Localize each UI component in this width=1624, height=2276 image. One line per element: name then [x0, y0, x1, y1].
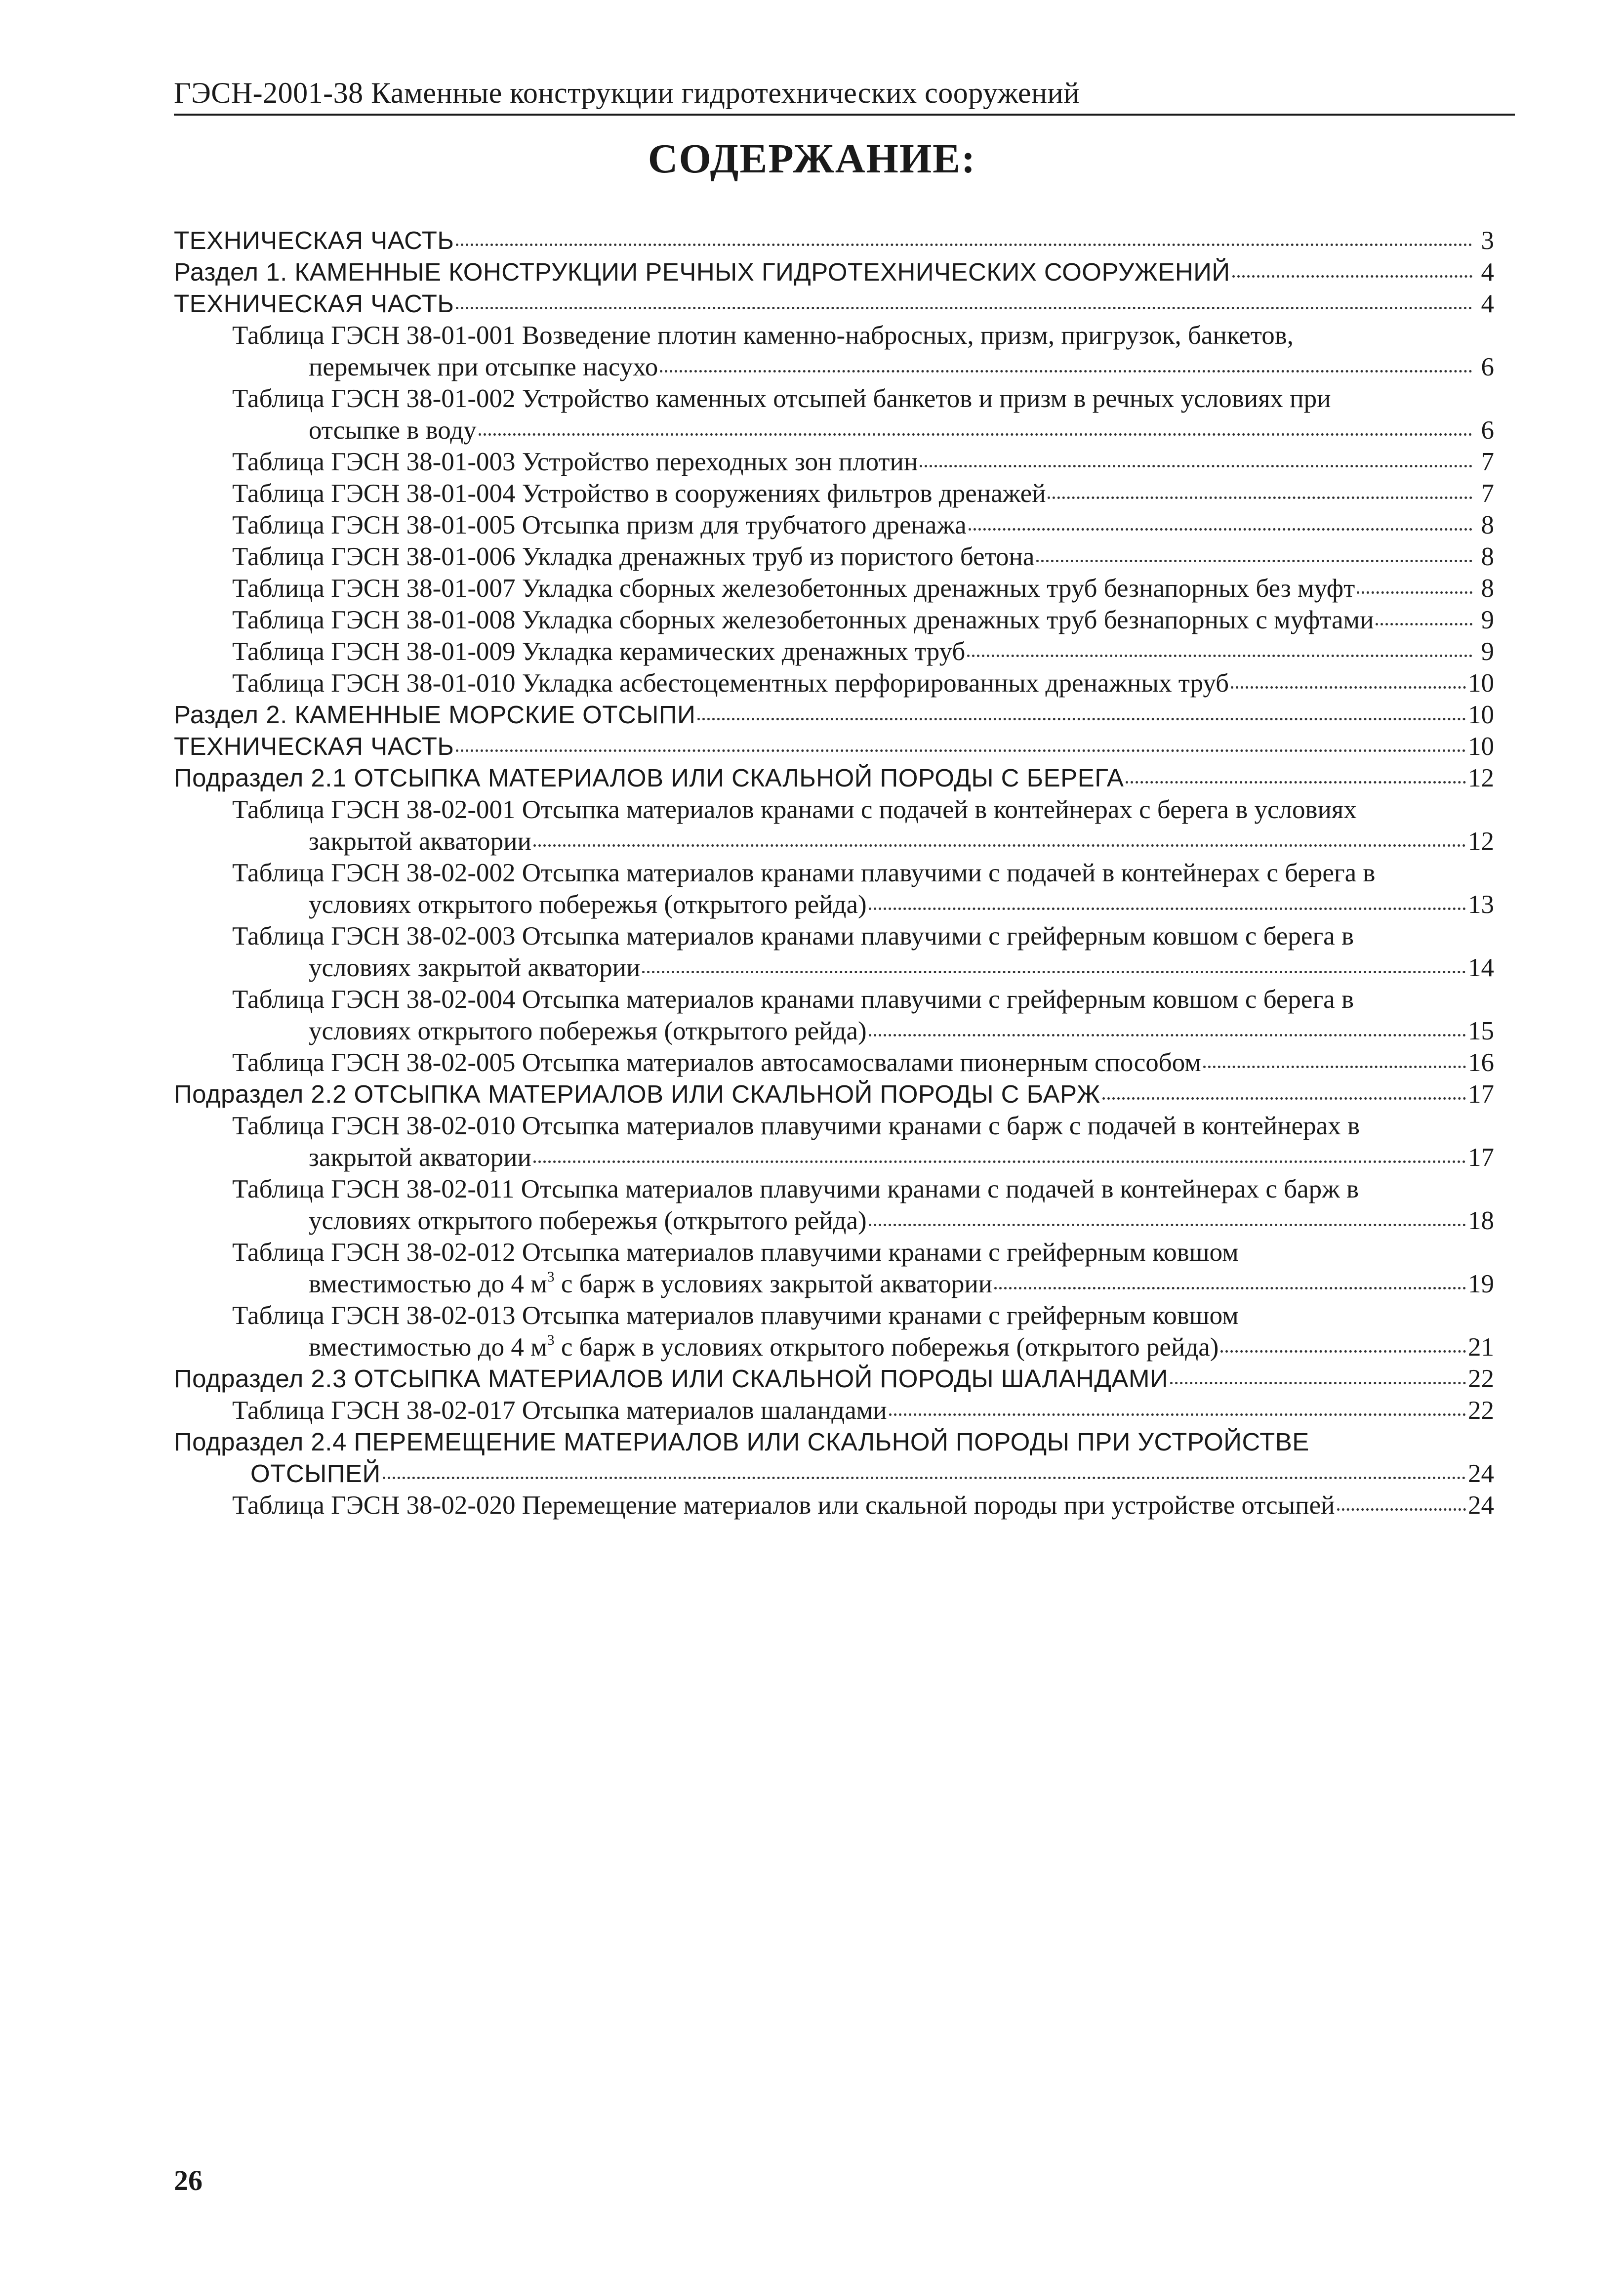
- toc-entry-title: Таблица ГЭСН 38-02-020 Перемещение материалов или скальной породы при устройстве отсыпей: [232, 1491, 1335, 1520]
- toc-page-number: 10: [1468, 701, 1494, 729]
- toc-entry-continuation: ОТСЫПЕЙ: [250, 1459, 381, 1488]
- toc-entry-title: Подраздел 2.2 ОТСЫПКА МАТЕРИАЛОВ ИЛИ СКАЛЬНОЙ ПОРОДЫ С БАРЖ: [174, 1080, 1100, 1108]
- dot-leader: [920, 464, 1472, 467]
- dot-leader: [642, 970, 1466, 973]
- toc-entry-continuation: перемычек при отсыпке насухо: [309, 353, 658, 381]
- toc-entry[interactable]: [174, 857, 1494, 920]
- toc-entry-title: Таблица ГЭСН 38-01-002 Устройство каменных отсыпей банкетов и призм в речных условиях при: [232, 384, 1331, 413]
- toc-entry[interactable]: [174, 667, 1494, 699]
- dot-leader: [456, 243, 1472, 246]
- toc-entry[interactable]: [174, 1078, 1494, 1110]
- toc-entry[interactable]: [174, 446, 1494, 478]
- dot-leader: [1170, 1381, 1466, 1384]
- toc-entry-continuation: условиях закрытой акватории: [309, 953, 641, 982]
- dot-leader: [1357, 591, 1472, 594]
- dot-leader: [1231, 686, 1466, 689]
- toc-entry[interactable]: [174, 762, 1494, 794]
- toc-entry-title: Таблица ГЭСН 38-02-002 Отсыпка материалов кранами плавучими с подачей в контейнерах с берега в: [232, 859, 1376, 887]
- toc-entry-title: Таблица ГЭСН 38-01-008 Укладка сборных железобетонных дренажных труб безнапорных с муфтами: [232, 606, 1374, 634]
- dot-leader: [869, 1223, 1466, 1226]
- toc-page-number: 14: [1468, 953, 1494, 982]
- toc-entry[interactable]: [174, 984, 1494, 1047]
- toc-entry[interactable]: [174, 509, 1494, 541]
- toc-page-number: 4: [1481, 258, 1494, 287]
- toc-entry-title: Таблица ГЭСН 38-01-010 Укладка асбестоцементных перфорированных дренажных труб: [232, 669, 1229, 698]
- dot-leader: [1220, 1350, 1466, 1353]
- toc-page-number: 24: [1468, 1491, 1494, 1520]
- dot-leader: [869, 1034, 1466, 1036]
- toc-entry-title: Таблица ГЭСН 38-02-017 Отсыпка материалов шаландами: [232, 1396, 887, 1425]
- toc-entry-continuation: условиях открытого побережья (открытого рейда): [309, 1206, 867, 1235]
- toc-entry[interactable]: [174, 794, 1494, 857]
- toc-entry-title: Таблица ГЭСН 38-02-005 Отсыпка материалов автосамосвалами пионерным способом: [232, 1048, 1201, 1077]
- dot-leader: [967, 654, 1472, 657]
- toc-entry[interactable]: [174, 541, 1494, 573]
- dot-leader: [889, 1413, 1466, 1416]
- toc-entry[interactable]: [174, 573, 1494, 604]
- toc-page-number: 22: [1468, 1365, 1494, 1393]
- toc-entry-title: Таблица ГЭСН 38-02-001 Отсыпка материалов кранами с подачей в контейнерах с берега в условиях: [232, 795, 1357, 824]
- toc-entry-title: Раздел 1. КАМЕННЫЕ КОНСТРУКЦИИ РЕЧНЫХ ГИДРОТЕХНИЧЕСКИХ СООРУЖЕНИЙ: [174, 258, 1230, 286]
- toc-entry[interactable]: [174, 1300, 1494, 1363]
- toc-entry[interactable]: [174, 699, 1494, 731]
- toc-page-number: 16: [1468, 1048, 1494, 1077]
- dot-leader: [697, 717, 1466, 720]
- toc-entry[interactable]: [174, 1395, 1494, 1426]
- toc-entry[interactable]: [174, 604, 1494, 636]
- toc-entry[interactable]: [174, 478, 1494, 509]
- dot-leader: [1232, 275, 1472, 278]
- superscript: 3: [547, 1269, 555, 1285]
- toc-entry-continuation: закрытой акватории: [309, 827, 531, 856]
- toc-entry[interactable]: [174, 1426, 1494, 1490]
- dot-leader: [660, 370, 1472, 372]
- continuation-text: вместимостью до 4 м: [309, 1333, 547, 1362]
- toc-page-number: 6: [1481, 353, 1494, 381]
- toc-page-number: 10: [1468, 732, 1494, 761]
- toc-entry-title: Таблица ГЭСН 38-01-007 Укладка сборных железобетонных дренажных труб безнапорных без муфт: [232, 574, 1355, 603]
- toc-page-number: 7: [1481, 448, 1494, 476]
- toc-entry[interactable]: [174, 636, 1494, 667]
- toc-entry-title: ТЕХНИЧЕСКАЯ ЧАСТЬ: [174, 226, 454, 254]
- toc-page-number: 22: [1468, 1396, 1494, 1425]
- toc-page-number: 17: [1468, 1080, 1494, 1109]
- toc-entry[interactable]: [174, 1047, 1494, 1078]
- continuation-text: с барж в условиях закрытой акватории: [554, 1270, 993, 1298]
- toc-entry[interactable]: [174, 256, 1494, 288]
- superscript: 3: [547, 1332, 555, 1348]
- toc-entry-title: Подраздел 2.3 ОТСЫПКА МАТЕРИАЛОВ ИЛИ СКАЛЬНОЙ ПОРОДЫ ШАЛАНДАМИ: [174, 1365, 1169, 1393]
- toc-page-number: 8: [1481, 574, 1494, 603]
- toc-entry-title: Подраздел 2.1 ОТСЫПКА МАТЕРИАЛОВ ИЛИ СКАЛЬНОЙ ПОРОДЫ С БЕРЕГА: [174, 764, 1124, 792]
- dot-leader: [1126, 781, 1466, 784]
- toc-entry[interactable]: [174, 225, 1494, 256]
- dot-leader: [533, 1160, 1466, 1163]
- header-rule: [174, 114, 1515, 116]
- toc-page-number: 12: [1468, 764, 1494, 792]
- toc-entry-title: Раздел 2. КАМЕННЫЕ МОРСКИЕ ОТСЫПИ: [174, 701, 696, 729]
- toc-entry-title: Таблица ГЭСН 38-01-005 Отсыпка призм для трубчатого дренажа: [232, 511, 967, 539]
- toc-page-number: 15: [1468, 1017, 1494, 1045]
- toc-entry-continuation: [309, 1268, 992, 1300]
- toc-page-number: 8: [1481, 511, 1494, 539]
- toc-entry-continuation: [309, 1331, 1218, 1363]
- toc-entry-title: Таблица ГЭСН 38-02-004 Отсыпка материалов кранами плавучими с грейферным ковшом с берега в: [232, 985, 1354, 1014]
- toc-entry[interactable]: [174, 731, 1494, 762]
- toc-page-number: 4: [1481, 290, 1494, 318]
- toc-page-number: 10: [1468, 669, 1494, 698]
- dot-leader: [383, 1476, 1466, 1479]
- toc-page-number: 3: [1481, 226, 1494, 255]
- toc-entry-title: ТЕХНИЧЕСКАЯ ЧАСТЬ: [174, 732, 454, 760]
- toc-entry[interactable]: [174, 1173, 1494, 1237]
- dot-leader: [479, 433, 1472, 436]
- toc-entry-title: Таблица ГЭСН 38-01-006 Укладка дренажных труб из пористого бетона: [232, 542, 1035, 571]
- toc-page-number: 18: [1468, 1206, 1494, 1235]
- toc-entry[interactable]: [174, 288, 1494, 320]
- toc-entry[interactable]: [174, 1237, 1494, 1300]
- toc-page-number: 13: [1468, 890, 1494, 919]
- toc-page-number: 12: [1468, 827, 1494, 856]
- toc-entry[interactable]: [174, 1110, 1494, 1173]
- page-number: 26: [174, 2164, 203, 2196]
- page-title: СОДЕРЖАНИЕ:: [648, 136, 976, 182]
- dot-leader: [1102, 1097, 1466, 1100]
- dot-leader: [1337, 1508, 1466, 1511]
- dot-leader: [869, 907, 1466, 910]
- table-of-contents: [174, 225, 1494, 1521]
- toc-entry-title: Таблица ГЭСН 38-01-004 Устройство в сооружениях фильтров дренажей: [232, 479, 1046, 508]
- toc-page-number: 9: [1481, 637, 1494, 666]
- dot-leader: [1048, 496, 1472, 499]
- toc-entry-title: Таблица ГЭСН 38-02-010 Отсыпка материалов плавучими кранами с барж с подачей в контейнерах в: [232, 1112, 1360, 1140]
- dot-leader: [1203, 1065, 1466, 1068]
- toc-entry-title: ТЕХНИЧЕСКАЯ ЧАСТЬ: [174, 290, 454, 318]
- toc-page-number: 6: [1481, 416, 1494, 445]
- toc-entry-title: Таблица ГЭСН 38-02-013 Отсыпка материалов плавучими кранами с грейферным ковшом: [232, 1301, 1239, 1330]
- running-header: ГЭСН-2001-38 Каменные конструкции гидротехнических сооружений: [174, 77, 1080, 109]
- toc-entry-title: Таблица ГЭСН 38-01-001 Возведение плотин каменно-набросных, призм, пригрузок, банкетов,: [232, 321, 1294, 350]
- toc-entry[interactable]: [174, 920, 1494, 984]
- toc-page-number: 17: [1468, 1143, 1494, 1172]
- toc-entry-title: Таблица ГЭСН 38-01-009 Укладка керамических дренажных труб: [232, 637, 966, 666]
- toc-entry-continuation: закрытой акватории: [309, 1143, 531, 1172]
- toc-entry-continuation: условиях открытого побережья (открытого рейда): [309, 890, 867, 919]
- toc-entry-title: Таблица ГЭСН 38-01-003 Устройство переходных зон плотин: [232, 448, 918, 476]
- toc-entry-continuation: условиях открытого побережья (открытого рейда): [309, 1017, 867, 1045]
- toc-entry-title: Таблица ГЭСН 38-02-011 Отсыпка материалов плавучими кранами с подачей в контейнерах с барж в: [232, 1175, 1359, 1203]
- dot-leader: [456, 306, 1472, 309]
- dot-leader: [1036, 559, 1472, 562]
- continuation-text: с барж в условиях открытого побережья (открытого рейда): [554, 1333, 1219, 1362]
- continuation-text: вместимостью до 4 м: [309, 1270, 547, 1298]
- toc-entry-continuation: отсыпке в воду: [309, 416, 477, 445]
- dot-leader: [1376, 622, 1472, 625]
- toc-entry[interactable]: [174, 383, 1494, 446]
- toc-entry-title: Подраздел 2.4 ПЕРЕМЕЩЕНИЕ МАТЕРИАЛОВ ИЛИ СКАЛЬНОЙ ПОРОДЫ ПРИ УСТРОЙСТВЕ: [174, 1428, 1309, 1456]
- toc-entry[interactable]: [174, 320, 1494, 383]
- toc-entry[interactable]: [174, 1363, 1494, 1395]
- toc-page-number: 21: [1468, 1333, 1494, 1362]
- dot-leader: [456, 749, 1466, 752]
- toc-page-number: 19: [1468, 1270, 1494, 1298]
- dot-leader: [994, 1286, 1466, 1289]
- dot-leader: [533, 844, 1466, 847]
- toc-entry-title: Таблица ГЭСН 38-02-003 Отсыпка материалов кранами плавучими с грейферным ковшом с берега в: [232, 922, 1354, 951]
- toc-entry-title: Таблица ГЭСН 38-02-012 Отсыпка материалов плавучими кранами с грейферным ковшом: [232, 1238, 1239, 1267]
- toc-page-number: 9: [1481, 606, 1494, 634]
- toc-page-number: 7: [1481, 479, 1494, 508]
- dot-leader: [969, 528, 1472, 531]
- toc-page-number: 24: [1468, 1459, 1494, 1488]
- toc-page-number: 8: [1481, 542, 1494, 571]
- toc-entry[interactable]: [174, 1490, 1494, 1521]
